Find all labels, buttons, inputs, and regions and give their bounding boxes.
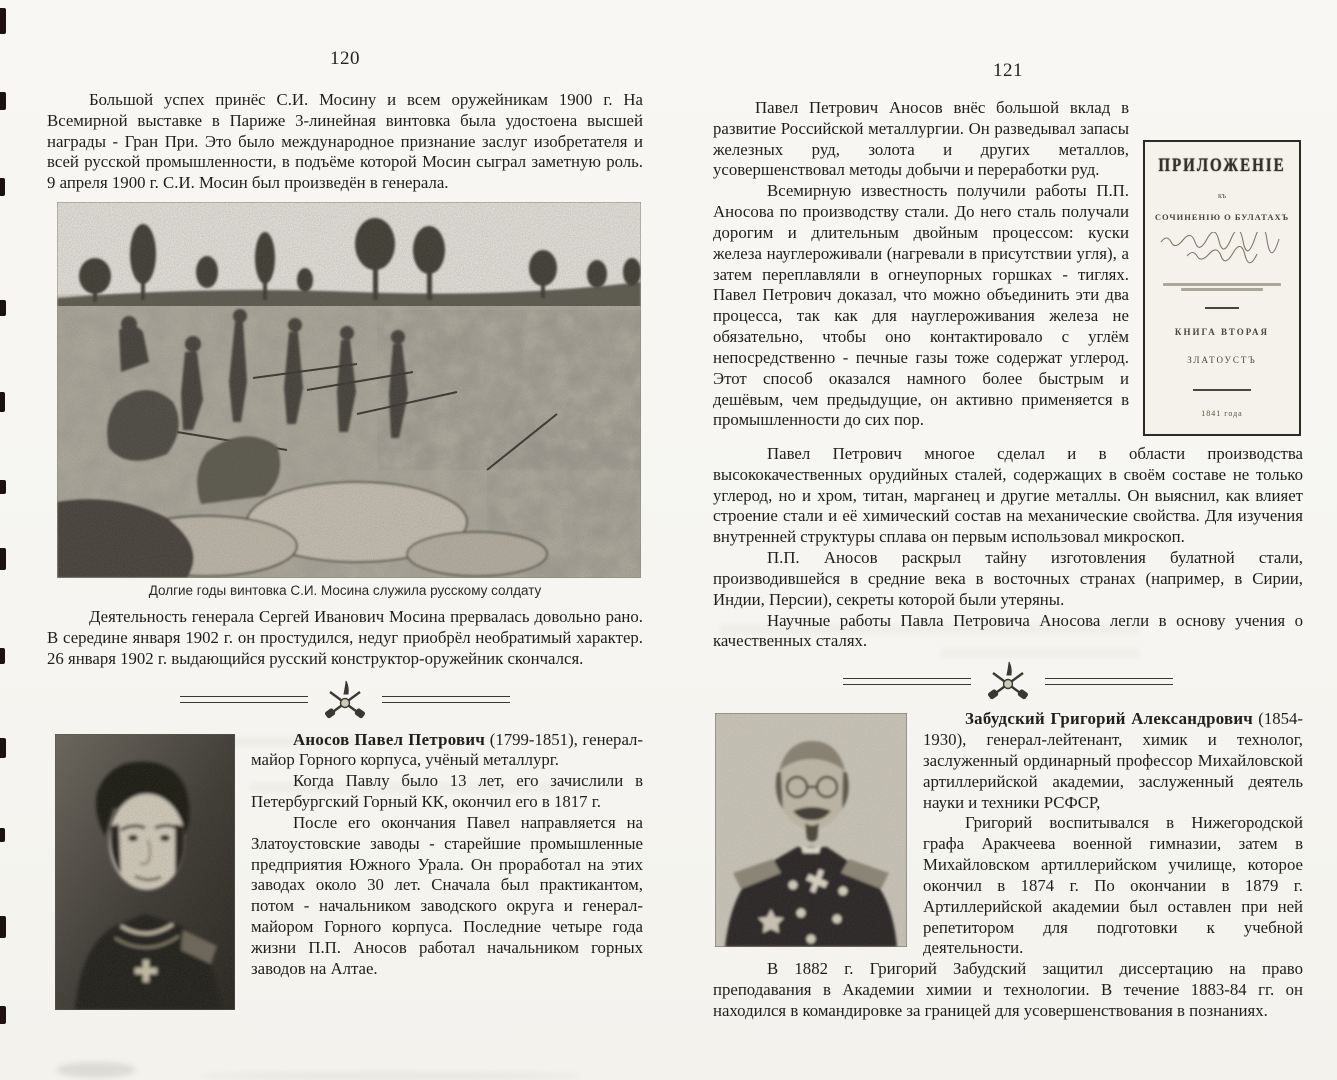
anosov-bio [47,730,643,1012]
titlepage-frame [1143,140,1301,436]
divider-rule [843,678,971,685]
page-121 [713,60,1303,1022]
anosov-article [713,98,1303,444]
page-number-120: 120 [330,48,360,69]
para-anosov-steel: Всемирную известность получили работы П.П. Аносова по производству стали. До него сталь получали дорогим и длительным двойным процессом: куски железа науглероживали (нагревали в присутствии угля), а затем переплавляли в огнеупорных горшках - тиглях. Павел Петрович доказал, что можно объединить эти два процесса, так как для науглероживания железа не обязательно, чтобы оно контактировало с углём непосредственно - печные газы тоже содержат углерод. Этот способ оказался намного более быстрым и дешёвым, чем предыдущие, он активно применяется в промышленности до сих пор. [713,181,1129,430]
scan-smudge [200,1072,580,1080]
zabudsky-bio [713,709,1303,1021]
divider-rule [382,696,510,703]
divider-rule [1045,678,1173,685]
zabudsky-name-rest: (1854-1930), генерал-лейтенант, химик и технолог, заслуженный ординарный профессор Михайловской артиллерийской академии, заслуженный деятель науки и техники РСФСР, [923,709,1303,812]
para-anosov-contribution: Павел Петрович Аносов внёс большой вклад в развитие Российской металлургии. Он разведывал запасы железных руд, золота и других металлов, усовершенствовал методы добычи и переработки руд. [713,98,1129,180]
photo-caption: Долгие годы винтовка С.И. Мосина служила русскому солдату [148,583,542,599]
zabudsky-name: Забудский Григорий Александрович [965,709,1254,729]
titlepage-rule [1205,307,1239,309]
zabudsky-bio-para3: В 1882 г. Григорий Забудский защитил диссертацию на право преподавания в Академии химии и технологии. В течение 1883-84 гг. он находился в командировке за границей для усовершенствования в познаниях. [713,959,1303,1020]
titlepage-year: 1841 года [1201,409,1243,418]
handwriting-lines [1157,232,1287,266]
bulat-book-titlepage-image [1143,140,1301,436]
anosov-name-rest: (1799-1851), генерал-майор Горного корпуса, учёный металлург. [251,729,643,770]
scan-edge-mark [0,738,6,758]
scan-edge-mark [0,648,5,664]
page-number-121: 121 [993,60,1023,81]
titlepage-kniga: КНИГА ВТОРАЯ [1174,327,1270,337]
para-anosov-legacy: Научные работы Павла Петровича Аносова легли в основу учения о качественных сталях. [713,610,1303,651]
para-anosov-alloys: Павел Петрович многое сделал и в области производства высококачественных орудийных сталей, содержащих в своём составе не только углерод, но и хром, титан, марганец и другие металлы. Он выяснил, как влияет строение стали и её химический состав на механические свойства. Для изучения внутренней структуры сплава он первым использовал микроскоп. [713,444,1303,547]
titlepage-smallprint [1163,283,1281,291]
scan-edge-mark [0,178,5,196]
scan-edge-mark [0,480,6,494]
para-mosin-success: Большой успех принёс С.И. Мосину и всем оружейникам 1900 г. На Всемирной выставке в Париже 3-линейная винтовка была удостоена высшей награды - Гран При. Это было международное признание заслуг изобретателя и всей русской промышленности, в подъёме которой Мосин сыграл заметную роль. 9 апреля 1900 г. С.И. Мосин был произведён в генерала. [47,90,643,193]
anosov-portrait-image [55,734,235,1010]
scan-edge-mark [0,916,6,938]
para-anosov-bulat: П.П. Аносов раскрыл тайну изготовления булатной стали, производившейся в средние века в восточных странах (например, в Сирии, Индии, Персии), секреты которой были утеряны. [713,548,1303,609]
para-mosin-death: Деятельность генерала Сергей Иванович Мосина прервалась довольно рано. В середине января 1902 г. он простудился, недуг приобрёл необратимый характер. 26 января 1902 г. выдающийся русский конструктор-оружейник скончался. [47,607,643,668]
divider-rule [180,696,308,703]
crossed-swords-icon [322,680,368,720]
battle-photo-image [47,202,643,578]
zabudsky-bio-para2: Григорий воспитывался в Нижегородской графа Аракчеева военной гимназии, затем в Михайловском артиллерийском училище, которое окончил в 1874 г. По окончании в 1879 г. Артиллерийской академии был оставлен при ней репетитором для подготовки к учебной деятельности. [923,813,1303,958]
scan-edge-mark [0,1006,6,1024]
page-120 [47,48,643,1012]
section-divider [754,661,1261,701]
scan-edge-mark [0,392,5,412]
scan-edge-mark [0,300,6,316]
titlepage-k: къ [1217,191,1227,200]
zabudsky-portrait-image [715,713,907,947]
crossed-swords-icon [985,661,1031,701]
titlepage-zlatoust: ЗЛАТОУСТЪ [1187,355,1257,365]
scan-edge-mark [0,8,6,34]
anosov-bio-para3: После его окончания Павел направляется на Златоустовские заводы - старейшие промышленные предприятия Южного Урала. Он проработал на этих заводах около 30 лет. Сначала был практикантом, потом - начальником заводского округа и генерал-майором Горного корпуса. Последние четыре года жизни П.П. Аносов работал начальником горных заводов на Алтае. [251,812,643,978]
scan-edge-mark [0,548,6,570]
scan-edge-mark [0,92,6,110]
scan-edge-mark [0,828,5,842]
scan-smudge [56,1062,136,1078]
titlepage-rule2 [1193,389,1251,391]
titlepage-subtitle: СОЧИНЕНІЮ О БУЛАТАХЪ [1154,212,1290,222]
anosov-name: Аносов Павел Петрович [293,729,486,749]
titlepage-title: ПРИЛОЖЕНІЕ [1158,155,1286,176]
section-divider [89,680,602,720]
anosov-bio-para2: Когда Павлу было 13 лет, его зачислили в Петербургский Горный КК, окончил его в 1817 г. [251,771,643,812]
